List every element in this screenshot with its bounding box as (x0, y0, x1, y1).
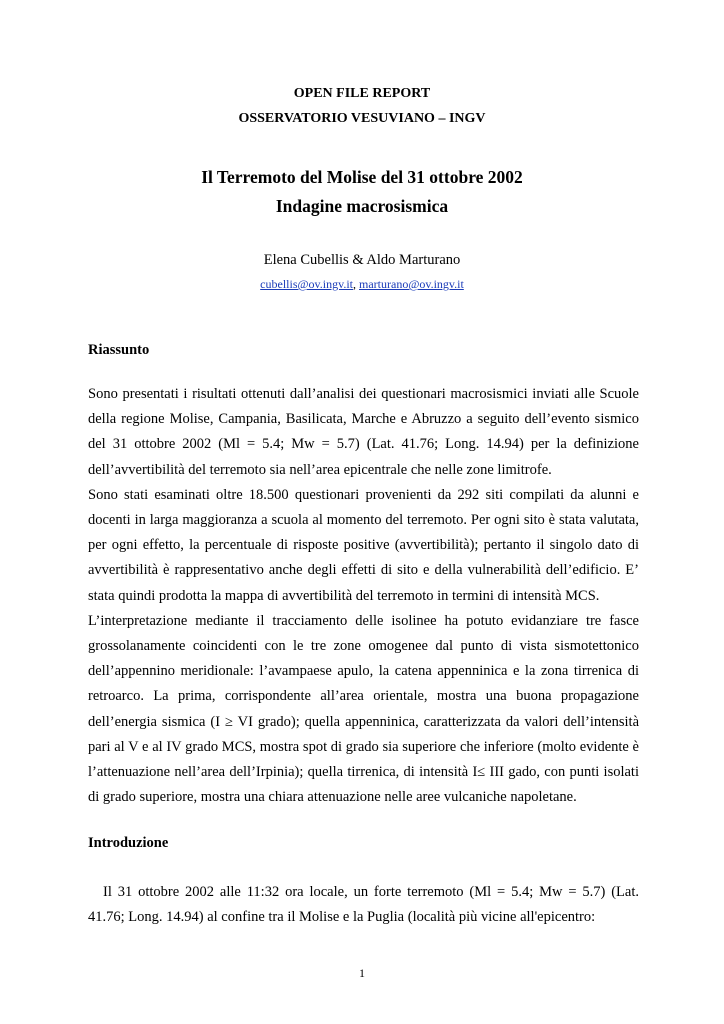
introduction-heading: Introduzione (88, 835, 169, 851)
abstract-paragraph: Sono stati esaminati oltre 18.500 questionari provenienti da 292 siti compilati da alunni e docenti in larga maggioranza a scuola al momento del terremoto. Per ogni sito è stata valutata, per ogni effetto, la percentuale di risposte positive (avvertibilità); pertanto il singolo dato di avvertibilità è rappresentativo anche degli effetti di sito e della vulnerabilità dell’edificio. E’ stata quindi prodotta la mappa di avvertibilità del terremoto in termini di intensità MCS. (88, 486, 639, 604)
authors: Elena Cubellis & Aldo Marturano (263, 252, 461, 268)
email-link-marturano[interactable]: marturano@ov.ingv.it (359, 277, 464, 291)
author-emails (0, 277, 724, 292)
email-link-cubellis[interactable]: cubellis@ov.ingv.it (260, 277, 353, 291)
introduction-paragraph: Il 31 ottobre 2002 alle 11:32 ora locale, un forte terremoto (Ml = 5.4; Mw = 5.7) (Lat. 41.76; Long. 14.94) al confine tra il Molise e la Puglia (località più vicine all'epicentro: (88, 884, 639, 926)
introduction-body (88, 880, 639, 930)
abstract-heading: Riassunto (88, 342, 150, 358)
document-subtitle: Indagine macrosismica (275, 196, 449, 216)
abstract-paragraph: Sono presentati i risultati ottenuti dall’analisi dei questionari macrosismici inviati alle Scuole della regione Molise, Campania, Basilicata, Marche e Abruzzo a seguito dell’evento sismico del 31 ottobre 2002 (Ml = 5.4; Mw = 5.7) (Lat. 41.76; Long. 14.94) per la definizione dell’avvertibilità del terremoto sia nell’area epicentrale che nelle zone limitrofe. (88, 386, 639, 478)
abstract-paragraph: L’interpretazione mediante il tracciamento delle isolinee ha potuto evidanziare tre fasce grossolanamente coincidenti con le tre zone omogenee dal punto di vista sismotettonico dell’appennino meridionale: l’avampaese apulo, la catena appenninica e la zona tirrenica di retroarco. La prima, corrispondente all’area orientale, mostra una buona propagazione dell’energia sismica (I ≥ VI grado); quella appenninica, caratterizzata da valori dell’intensità pari al V e al IV grado MCS, mostra spot di grado sia superiore che inferiore (molto evidente è l’attenuazione nell’area dell’Irpinia); quella tirrenica, di intensità I≤ III gado, con punti isolati di grado superiore, mostra una chiara attenuazione nelle aree vulcaniche napoletane. (88, 612, 639, 806)
institution-header: OSSERVATORIO VESUVIANO – INGV (238, 111, 486, 126)
document-title: Il Terremoto del Molise del 31 ottobre 2002 (201, 167, 523, 187)
abstract-body (88, 382, 639, 810)
page-number: 1 (359, 966, 365, 980)
email-separator: , (353, 277, 359, 291)
report-type-header: OPEN FILE REPORT (293, 86, 431, 101)
